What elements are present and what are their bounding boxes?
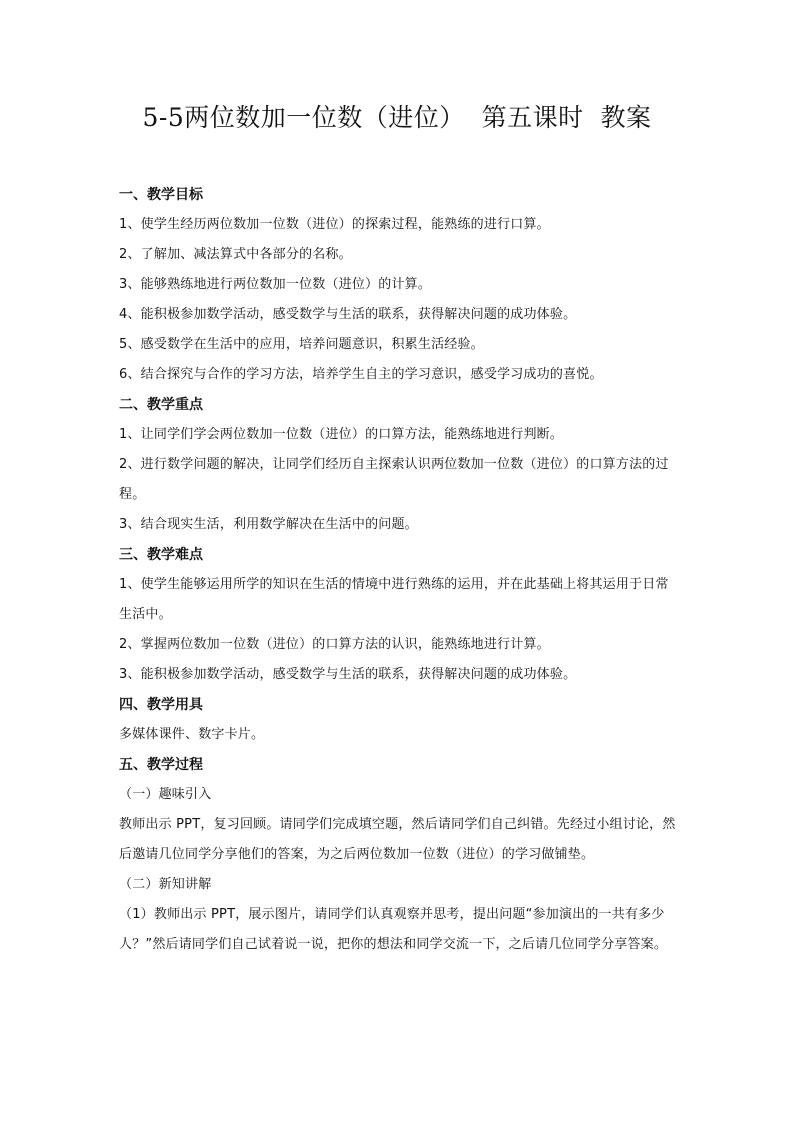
key-point-item-2: 2、进行数学问题的解决，让同学们经历自主探索认识两位数加一位数（进位）的口算方法的过程。 xyxy=(119,457,669,502)
objective-item-6: 6、结合探究与合作的学习方法，培养学生自主的学习意识，感受学习成功的喜悦。 xyxy=(119,367,603,382)
objective-item-1: 1、使学生经历两位数加一位数（进位）的探索过程，能熟练的进行口算。 xyxy=(119,217,550,232)
objective-item-4: 4、能积极参加数学活动，感受数学与生活的联系，获得解决问题的成功体验。 xyxy=(119,307,577,322)
key-point-item-3: 3、结合现实生活，利用数学解决在生活中的问题。 xyxy=(119,517,418,532)
document-title: 5-5两位数加一位数（进位） 第五课时 教案 xyxy=(142,103,652,132)
difficulty-item-2: 2、掌握两位数加一位数（进位）的口算方法的认识，能熟练地进行计算。 xyxy=(119,637,550,652)
process-subheading-intro: （一）趣味引入 xyxy=(119,787,212,802)
difficulty-item-1: 1、使学生能够运用所学的知识在生活的情境中进行熟练的运用，并在此基础上将其运用于日常生活中。 xyxy=(119,577,669,622)
objective-item-5: 5、感受数学在生活中的应用，培养问题意识，积累生活经验。 xyxy=(119,337,484,352)
process-subheading-new-knowledge: （二）新知讲解 xyxy=(119,877,212,892)
objective-item-3: 3、能够熟练地进行两位数加一位数（进位）的计算。 xyxy=(119,277,432,292)
section-heading-key-points: 二、教学重点 xyxy=(119,397,203,413)
section-heading-process: 五、教学过程 xyxy=(119,757,203,773)
objective-item-2: 2、了解加、减法算式中各部分的名称。 xyxy=(119,247,352,262)
process-new-knowledge-text: （1）教师出示 PPT，展示图片，请同学们认真观察并思考，提出问题“参加演出的一共有多少人？”然后请同学们自己试着说一说，把你的想法和同学交流一下，之后请几位同学分享答案。 xyxy=(119,907,668,952)
process-intro-text: 教师出示 PPT，复习回顾。请同学们完成填空题，然后请同学们自己纠错。先经过小组讨论，然后邀请几位同学分享他们的答案，为之后两位数加一位数（进位）的学习做铺垫。 xyxy=(119,817,676,862)
section-heading-difficulties: 三、教学难点 xyxy=(119,547,203,563)
difficulty-item-3: 3、能积极参加数学活动，感受数学与生活的联系，获得解决问题的成功体验。 xyxy=(119,667,577,682)
section-heading-tools: 四、教学用具 xyxy=(119,697,203,713)
tools-item-1: 多媒体课件、数字卡片。 xyxy=(119,727,265,742)
key-point-item-1: 1、让同学们学会两位数加一位数（进位）的口算方法，能熟练地进行判断。 xyxy=(119,427,564,442)
section-heading-objectives: 一、教学目标 xyxy=(119,187,203,203)
document-body xyxy=(119,180,679,960)
